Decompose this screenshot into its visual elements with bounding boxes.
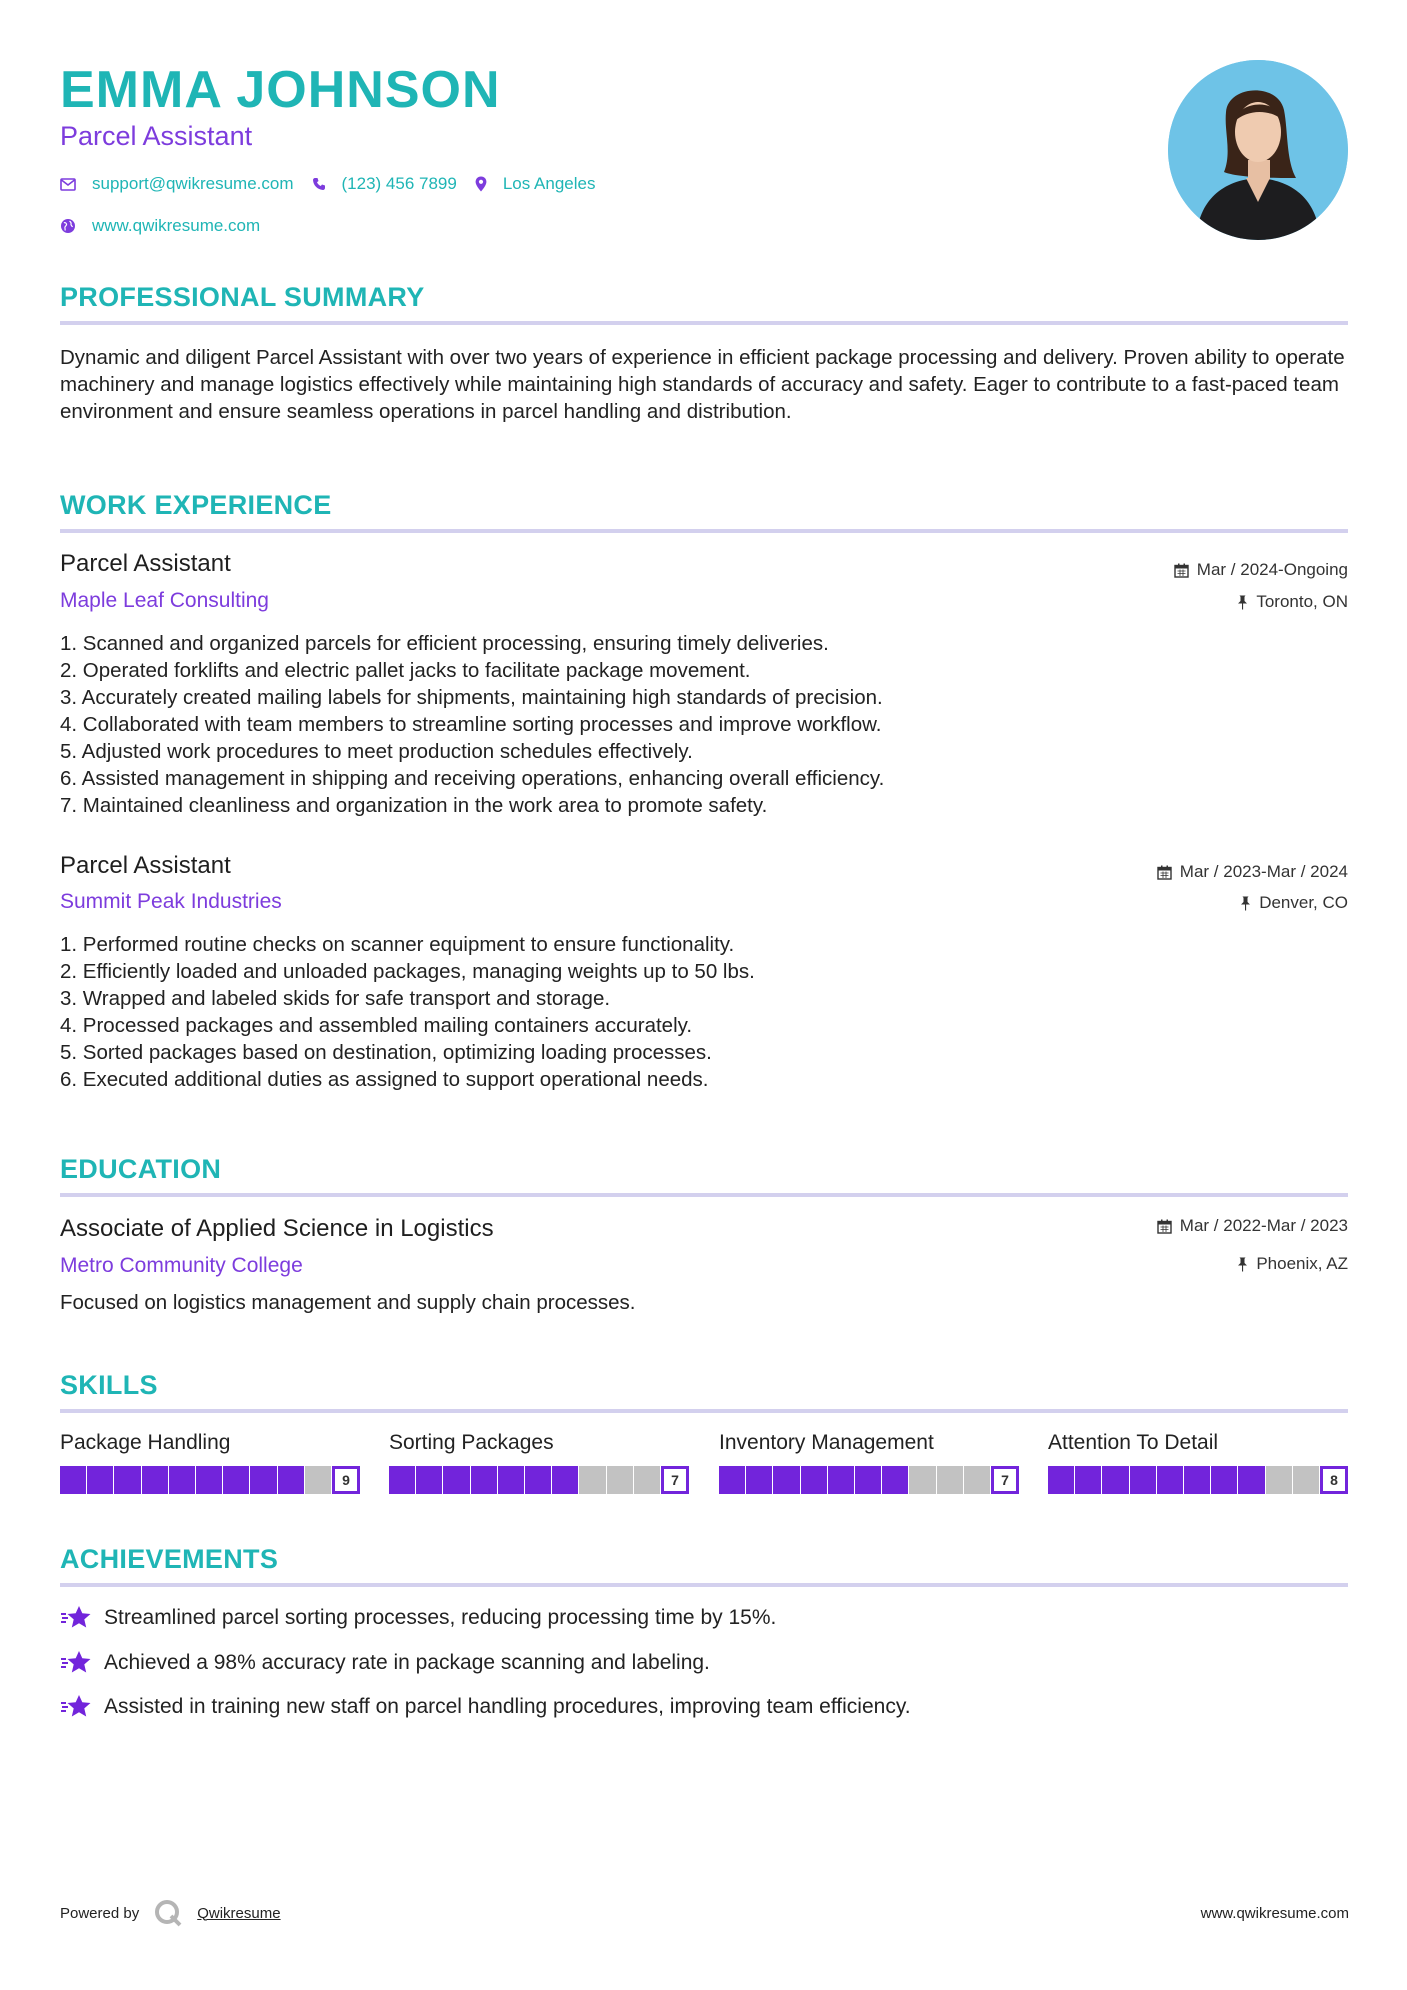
achievements-divider [60,1583,1348,1587]
skill-bar-segment [937,1466,963,1494]
achievements-heading: ACHIEVEMENTS [60,1544,279,1574]
brand-link[interactable]: Qwikresume [197,1904,281,1922]
experience-heading: WORK EXPERIENCE [60,490,332,520]
skill-name: Sorting Packages [389,1431,554,1454]
powered-by-label: Powered by [60,1904,140,1922]
skill-bar-segment [1293,1466,1319,1494]
email-text: support@qwikresume.com [92,174,294,193]
job-dates [1157,861,1348,883]
skill-bar-segment [909,1466,935,1494]
skill-bar-segment [443,1466,469,1494]
skill-bar-segment [60,1466,86,1494]
skill-bar-segment [114,1466,140,1494]
duty-item: 6. Assisted management in shipping and receiving operations, enhancing overall efficiency. [60,767,885,790]
skill-bar-segment [964,1466,990,1494]
skill-item [60,1429,360,1494]
duty-item: 3. Accurately created mailing labels for shipments, maintaining high standards of precision. [60,686,883,709]
email-contact[interactable] [60,173,294,195]
education-location-text: Phoenix, AZ [1256,1254,1348,1273]
duty-item: 4. Collaborated with team members to streamline sorting processes and improve workflow. [60,713,882,736]
skills-heading: SKILLS [60,1370,158,1400]
skill-bar-segment [1211,1466,1237,1494]
skill-name: Attention To Detail [1048,1431,1219,1454]
skill-bar-segment [882,1466,908,1494]
skill-bar-segment [1130,1466,1156,1494]
job-location [1240,892,1348,914]
qwikresume-logo-icon [153,1898,183,1928]
skill-bar-segment [471,1466,497,1494]
skill-bar-segment [552,1466,578,1494]
education-dates [1157,1215,1348,1237]
job-duties-list [60,630,1320,819]
phone-contact[interactable] [312,173,457,195]
contact-row [60,173,595,195]
education-description: Focused on logistics management and supply chain processes. [60,1291,636,1314]
skill-item [719,1429,1019,1494]
skill-bar-segment [579,1466,605,1494]
footer-branding [60,1898,281,1928]
website-contact[interactable] [60,215,260,237]
achievement-text: Streamlined parcel sorting processes, reducing processing time by 15%. [104,1606,777,1629]
duty-item: 3. Wrapped and labeled skids for safe transport and storage. [60,987,611,1010]
job-dates [1174,559,1348,581]
skills-divider [60,1409,1348,1413]
location-text: Los Angeles [502,174,596,193]
experience-divider [60,529,1348,533]
achievement-item [60,1648,710,1678]
calendar-icon [1157,865,1172,880]
job-company: Maple Leaf Consulting [60,589,269,612]
skill-bar-segment [1048,1466,1074,1494]
skill-bar-segment [1075,1466,1101,1494]
duty-item: 6. Executed additional duties as assigned to support operational needs. [60,1068,709,1091]
skill-level-badge: 7 [991,1466,1019,1494]
skill-item [389,1429,689,1494]
skill-bar-segment [634,1466,660,1494]
skill-name: Inventory Management [719,1431,934,1454]
skill-bar-segment [801,1466,827,1494]
skill-bar-segment [719,1466,745,1494]
star-icon [60,1650,92,1676]
skill-bar-segment [773,1466,799,1494]
pushpin-icon [1240,896,1251,911]
achievement-text: Achieved a 98% accuracy rate in package scanning and labeling. [104,1651,710,1674]
degree-title: Associate of Applied Science in Logistics [60,1215,494,1242]
skill-bar [1048,1466,1348,1494]
mail-icon [60,178,76,191]
skill-bar-segment [828,1466,854,1494]
calendar-icon [1157,1219,1172,1234]
pushpin-icon [1237,595,1248,610]
skill-level-badge: 9 [332,1466,360,1494]
skill-bar-segment [1266,1466,1292,1494]
education-dates-text: Mar / 2022-Mar / 2023 [1179,1216,1348,1235]
summary-text: Dynamic and diligent Parcel Assistant with over two years of experience in efficient package processing and delivery. Proven ability to operate machinery and manage logistics effectively while maintaining high standards of accuracy and safety. Eager to contribute to a fast-paced team environment and ensure seamless operations in parcel handling and distribution. [60,346,1345,423]
duty-item: 5. Sorted packages based on destination, optimizing loading processes. [60,1041,712,1064]
skill-bar-segment [746,1466,772,1494]
skill-bar-segment [1184,1466,1210,1494]
skill-name: Package Handling [60,1431,231,1454]
footer-website[interactable]: www.qwikresume.com [1200,1905,1349,1922]
skill-bar-segment [305,1466,331,1494]
phone-text: (123) 456 7899 [341,174,457,193]
skill-level-badge: 7 [661,1466,689,1494]
job-duties-list [60,931,1320,1093]
skill-bar-segment [1238,1466,1264,1494]
profile-photo [1168,60,1348,240]
map-pin-icon [475,176,487,192]
duty-item: 1. Performed routine checks on scanner equipment to ensure functionality. [60,933,735,956]
education-divider [60,1193,1348,1197]
skill-bar-segment [142,1466,168,1494]
skill-bar [719,1466,1019,1494]
skill-level-badge: 8 [1320,1466,1348,1494]
candidate-title: Parcel Assistant [60,121,253,151]
skill-bar-segment [607,1466,633,1494]
skill-bar-segment [250,1466,276,1494]
duty-item: 1. Scanned and organized parcels for efficient processing, ensuring timely deliveries. [60,632,829,655]
skill-bar [60,1466,360,1494]
calendar-icon [1174,563,1189,578]
summary-heading: PROFESSIONAL SUMMARY [60,282,425,312]
duty-item: 2. Operated forklifts and electric pallet jacks to facilitate package movement. [60,659,751,682]
skill-bar-segment [196,1466,222,1494]
skill-bar-segment [1157,1466,1183,1494]
duty-item: 7. Maintained cleanliness and organization in the work area to promote safety. [60,794,768,817]
website-text: www.qwikresume.com [92,216,261,235]
skill-bar [389,1466,689,1494]
skill-bar-segment [1102,1466,1128,1494]
star-icon [60,1694,92,1720]
education-heading: EDUCATION [60,1154,222,1184]
education-location [1237,1253,1348,1275]
duty-item: 2. Efficiently loaded and unloaded packages, managing weights up to 50 lbs. [60,960,755,983]
duty-item: 5. Adjusted work procedures to meet production schedules effectively. [60,740,693,763]
job-location-text: Denver, CO [1259,893,1348,912]
achievement-item [60,1692,911,1722]
job-location-text: Toronto, ON [1256,592,1348,611]
achievement-item [60,1603,776,1633]
skill-bar-segment [87,1466,113,1494]
job-dates-text: Mar / 2023-Mar / 2024 [1179,862,1348,881]
pushpin-icon [1237,1257,1248,1272]
globe-icon [60,218,76,234]
job-location [1237,591,1348,613]
skill-bar-segment [389,1466,415,1494]
job-company: Summit Peak Industries [60,890,282,913]
duty-item: 4. Processed packages and assembled mailing containers accurately. [60,1014,693,1037]
job-dates-text: Mar / 2024-Ongoing [1196,560,1348,579]
phone-icon [312,177,326,191]
job-title: Parcel Assistant [60,550,231,577]
school-name: Metro Community College [60,1254,303,1277]
skill-bar-segment [169,1466,195,1494]
skill-item [1048,1429,1348,1494]
skill-bar-segment [498,1466,524,1494]
summary-divider [60,321,1348,325]
achievement-text: Assisted in training new staff on parcel handling procedures, improving team efficiency. [104,1695,911,1718]
job-title: Parcel Assistant [60,852,231,879]
candidate-name: EMMA JOHNSON [60,61,501,119]
skill-bar-segment [525,1466,551,1494]
skill-bar-segment [278,1466,304,1494]
skill-bar-segment [855,1466,881,1494]
location-contact [475,173,596,195]
skill-bar-segment [223,1466,249,1494]
star-icon [60,1605,92,1631]
skill-bar-segment [416,1466,442,1494]
